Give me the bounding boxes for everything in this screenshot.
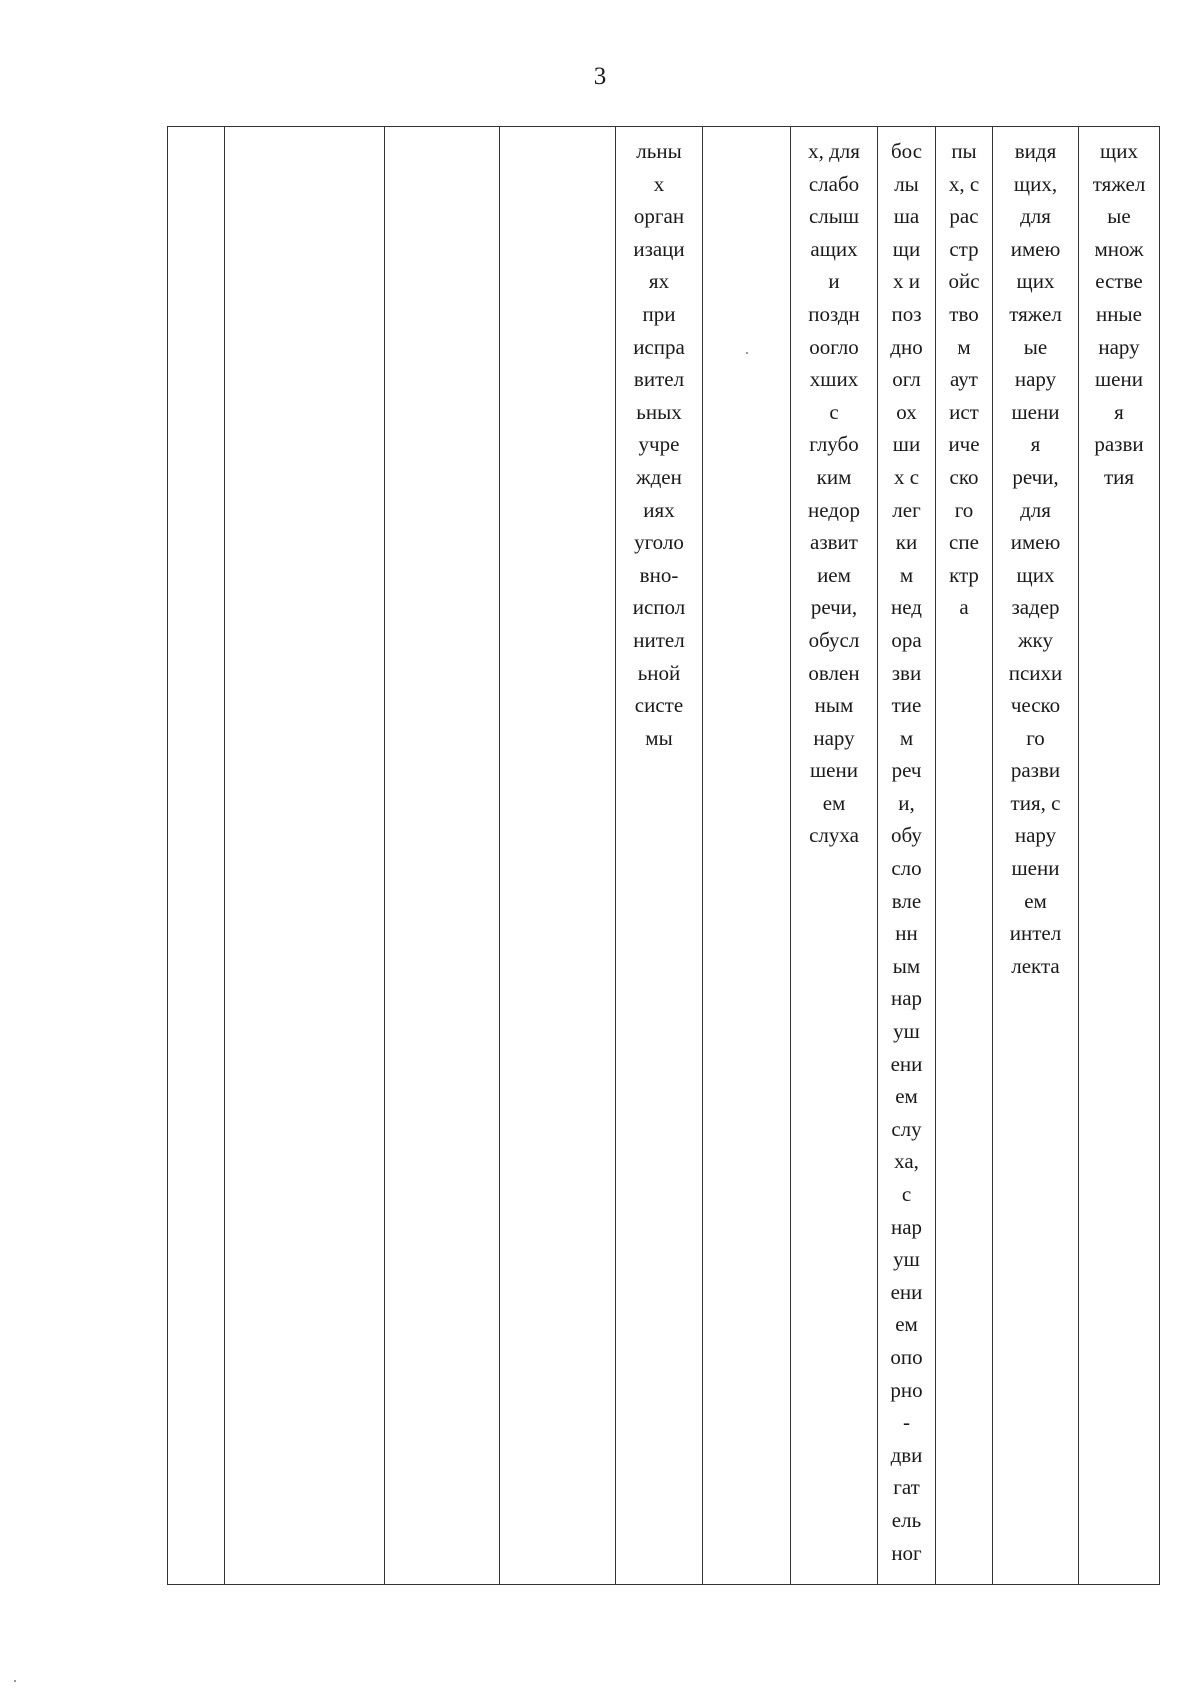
cell-line: ем xyxy=(895,1084,918,1109)
cell-line: уголо xyxy=(634,530,684,555)
cell-line: слабо xyxy=(808,171,860,196)
cell-line: го xyxy=(954,497,974,522)
cell-text-col5 xyxy=(616,127,702,754)
content-table xyxy=(167,126,1160,1585)
cell-line: зви xyxy=(891,660,922,685)
cell-line: овлен xyxy=(808,660,860,685)
cell-line: ием xyxy=(817,562,851,587)
cell-line: опо xyxy=(890,1344,923,1369)
cell-line: азвит xyxy=(810,530,858,555)
cell-line: ем xyxy=(895,1312,918,1337)
table-cell-col10 xyxy=(993,127,1079,1585)
cell-line: иче xyxy=(948,432,980,457)
cell-line: щих xyxy=(1016,562,1055,587)
cell-text-col1 xyxy=(168,127,224,135)
cell-line: ель xyxy=(891,1507,922,1532)
table-row xyxy=(168,127,1160,1585)
table-cell-col2 xyxy=(225,127,385,1585)
cell-line: и xyxy=(828,269,840,294)
cell-text-col4 xyxy=(500,127,615,135)
cell-line: ческо xyxy=(1010,693,1061,718)
cell-line: ем xyxy=(822,790,846,815)
cell-line: разви xyxy=(1094,432,1144,457)
cell-line: ско xyxy=(949,464,979,489)
cell-line: ист xyxy=(949,399,979,424)
cell-line: тие xyxy=(891,693,922,718)
cell-line: ем xyxy=(1024,888,1047,913)
cell-line: оогло xyxy=(809,334,859,359)
cell-line: вно- xyxy=(639,562,679,587)
table-cell-col9 xyxy=(936,127,993,1585)
cell-line: лекта xyxy=(1011,953,1060,978)
cell-line: дви xyxy=(890,1442,923,1467)
cell-line: уш xyxy=(893,1019,920,1044)
cell-line: шени xyxy=(1011,856,1060,881)
cell-line: тяжел xyxy=(1092,171,1146,196)
cell-text-col6 xyxy=(703,127,790,135)
cell-line: глубо xyxy=(809,432,859,457)
cell-line: шени xyxy=(1095,367,1143,392)
cell-line: ша xyxy=(893,204,920,229)
cell-line: нные xyxy=(1096,301,1142,326)
page-number: 3 xyxy=(593,63,607,90)
cell-line: обусл xyxy=(808,627,860,652)
cell-line: пы xyxy=(951,139,977,163)
cell-line: тяжел xyxy=(1009,301,1062,326)
cell-line: ым xyxy=(892,953,921,978)
cell-line: шени xyxy=(810,758,858,783)
cell-line: сло xyxy=(891,856,922,881)
cell-line: ях xyxy=(648,269,670,294)
cell-line: ойс xyxy=(948,269,980,294)
cell-line: ащих xyxy=(810,236,858,261)
cell-line: я xyxy=(1030,432,1041,457)
cell-line: щих xyxy=(1016,269,1055,294)
cell-line: реч xyxy=(891,758,922,783)
cell-line: м xyxy=(899,725,914,750)
cell-line: - xyxy=(903,1410,910,1435)
cell-line: недор xyxy=(808,497,860,522)
cell-line: разви xyxy=(1010,758,1061,783)
cell-line: хших xyxy=(809,367,859,392)
cell-line: для xyxy=(1020,497,1051,522)
cell-line: испра xyxy=(633,334,685,359)
cell-line: рно xyxy=(890,1377,923,1402)
cell-line: м xyxy=(957,334,971,359)
table-cell-col5 xyxy=(616,127,703,1585)
cell-line: жку xyxy=(1018,627,1053,652)
cell-line: учре xyxy=(638,432,680,457)
cell-line: стр xyxy=(949,236,979,261)
cell-line: психи xyxy=(1008,660,1063,685)
cell-line: огл xyxy=(892,367,921,392)
cell-line: естве xyxy=(1095,269,1143,294)
cell-line: аут xyxy=(950,367,978,392)
cell-text-col11 xyxy=(1079,127,1159,494)
cell-line: ые xyxy=(1023,334,1048,359)
cell-line: мы xyxy=(645,725,673,750)
table-cell-col11 xyxy=(1079,127,1160,1585)
cell-line: имею xyxy=(1010,530,1061,555)
cell-line: х, с xyxy=(948,171,980,196)
cell-line: лы xyxy=(894,171,919,196)
cell-line: уш xyxy=(893,1247,920,1272)
cell-line: поз xyxy=(891,301,922,326)
cell-text-col9 xyxy=(936,127,992,624)
cell-line: речи, xyxy=(1012,464,1059,489)
cell-line: нару xyxy=(1098,334,1140,359)
cell-line: х с xyxy=(893,464,920,489)
cell-line: интел xyxy=(1009,921,1062,946)
cell-line: ким xyxy=(816,464,852,489)
cell-line: нед xyxy=(891,595,922,620)
cell-line: поздн xyxy=(808,301,860,326)
table-cell-col1 xyxy=(168,127,225,1585)
cell-text-col10 xyxy=(993,127,1078,982)
cell-line: с xyxy=(901,1182,912,1206)
cell-line: вле xyxy=(891,888,922,913)
cell-line: имею xyxy=(1010,236,1061,261)
cell-line: нару xyxy=(1014,367,1057,392)
cell-line: тия xyxy=(1103,464,1135,489)
cell-line: иях xyxy=(643,497,675,522)
cell-line: вител xyxy=(633,367,685,392)
cell-line: речи, xyxy=(810,595,858,620)
cell-line: слу xyxy=(891,1116,922,1141)
cell-line: я xyxy=(1114,399,1124,424)
cell-line: х, для xyxy=(808,139,860,163)
cell-line: изаци xyxy=(633,236,685,261)
cell-line: ки xyxy=(895,530,918,555)
cell-line: систе xyxy=(634,693,684,718)
scan-artifact xyxy=(746,352,748,354)
cell-line: орган xyxy=(633,204,685,229)
cell-line: нару xyxy=(813,725,855,750)
cell-line: ора xyxy=(891,627,922,652)
cell-line: лег xyxy=(892,497,921,522)
cell-line: задер xyxy=(1011,595,1060,620)
cell-line: ха, xyxy=(894,1149,919,1174)
cell-line: щи xyxy=(892,236,921,261)
cell-line: с xyxy=(829,399,839,424)
cell-line: слуха xyxy=(809,823,859,848)
cell-line: и, xyxy=(898,790,915,815)
cell-line: тво xyxy=(949,301,979,326)
cell-line: м xyxy=(899,562,914,587)
cell-line: дно xyxy=(890,334,923,359)
cell-line: ктр xyxy=(949,562,979,587)
cell-line: ени xyxy=(890,1279,923,1304)
cell-line: тия, с xyxy=(1010,790,1061,815)
cell-line: ным xyxy=(814,693,854,718)
cell-line: ши xyxy=(892,432,921,457)
cell-line: ени xyxy=(890,1051,923,1076)
cell-text-col8 xyxy=(878,127,935,1569)
cell-line: слыш xyxy=(808,204,860,229)
cell-line: х xyxy=(653,171,665,196)
table-cell-col6 xyxy=(703,127,791,1585)
cell-line: при xyxy=(642,301,676,326)
cell-line: ьных xyxy=(636,399,682,424)
cell-line: ох xyxy=(896,399,917,424)
table-cell-col3 xyxy=(385,127,500,1585)
cell-line: нару xyxy=(1014,823,1057,848)
cell-line: ног xyxy=(891,1540,922,1565)
cell-text-col7 xyxy=(791,127,877,852)
cell-line: щих, xyxy=(1013,171,1058,196)
cell-line: бос xyxy=(890,139,923,163)
cell-line: щих xyxy=(1100,139,1138,163)
cell-line: видя xyxy=(1014,139,1057,163)
cell-line: ые xyxy=(1107,204,1131,229)
cell-line: для xyxy=(1020,204,1051,229)
table-cell-col8 xyxy=(878,127,936,1585)
cell-text-col3 xyxy=(385,127,499,135)
cell-line: рас xyxy=(949,204,979,229)
cell-line: го xyxy=(1026,725,1045,750)
cell-line: нител xyxy=(633,627,685,652)
cell-text-col2 xyxy=(225,127,384,135)
cell-line: нар xyxy=(890,1214,923,1239)
table-cell-col7 xyxy=(791,127,878,1585)
cell-line: обу xyxy=(891,823,922,848)
table-cell-col4 xyxy=(500,127,616,1585)
cell-line: а xyxy=(959,595,969,620)
cell-line: нар xyxy=(890,986,923,1011)
scan-artifact xyxy=(14,1680,16,1682)
cell-line: льны xyxy=(636,139,682,163)
cell-line: спе xyxy=(949,530,979,555)
cell-line: жден xyxy=(636,464,682,489)
cell-line: нн xyxy=(895,921,918,946)
cell-line: испол xyxy=(632,595,686,620)
cell-line: ьной xyxy=(637,660,681,685)
cell-line: х и xyxy=(893,269,920,294)
cell-line: множ xyxy=(1094,236,1144,261)
cell-line: шени xyxy=(1011,399,1060,424)
cell-line: гат xyxy=(893,1475,920,1500)
